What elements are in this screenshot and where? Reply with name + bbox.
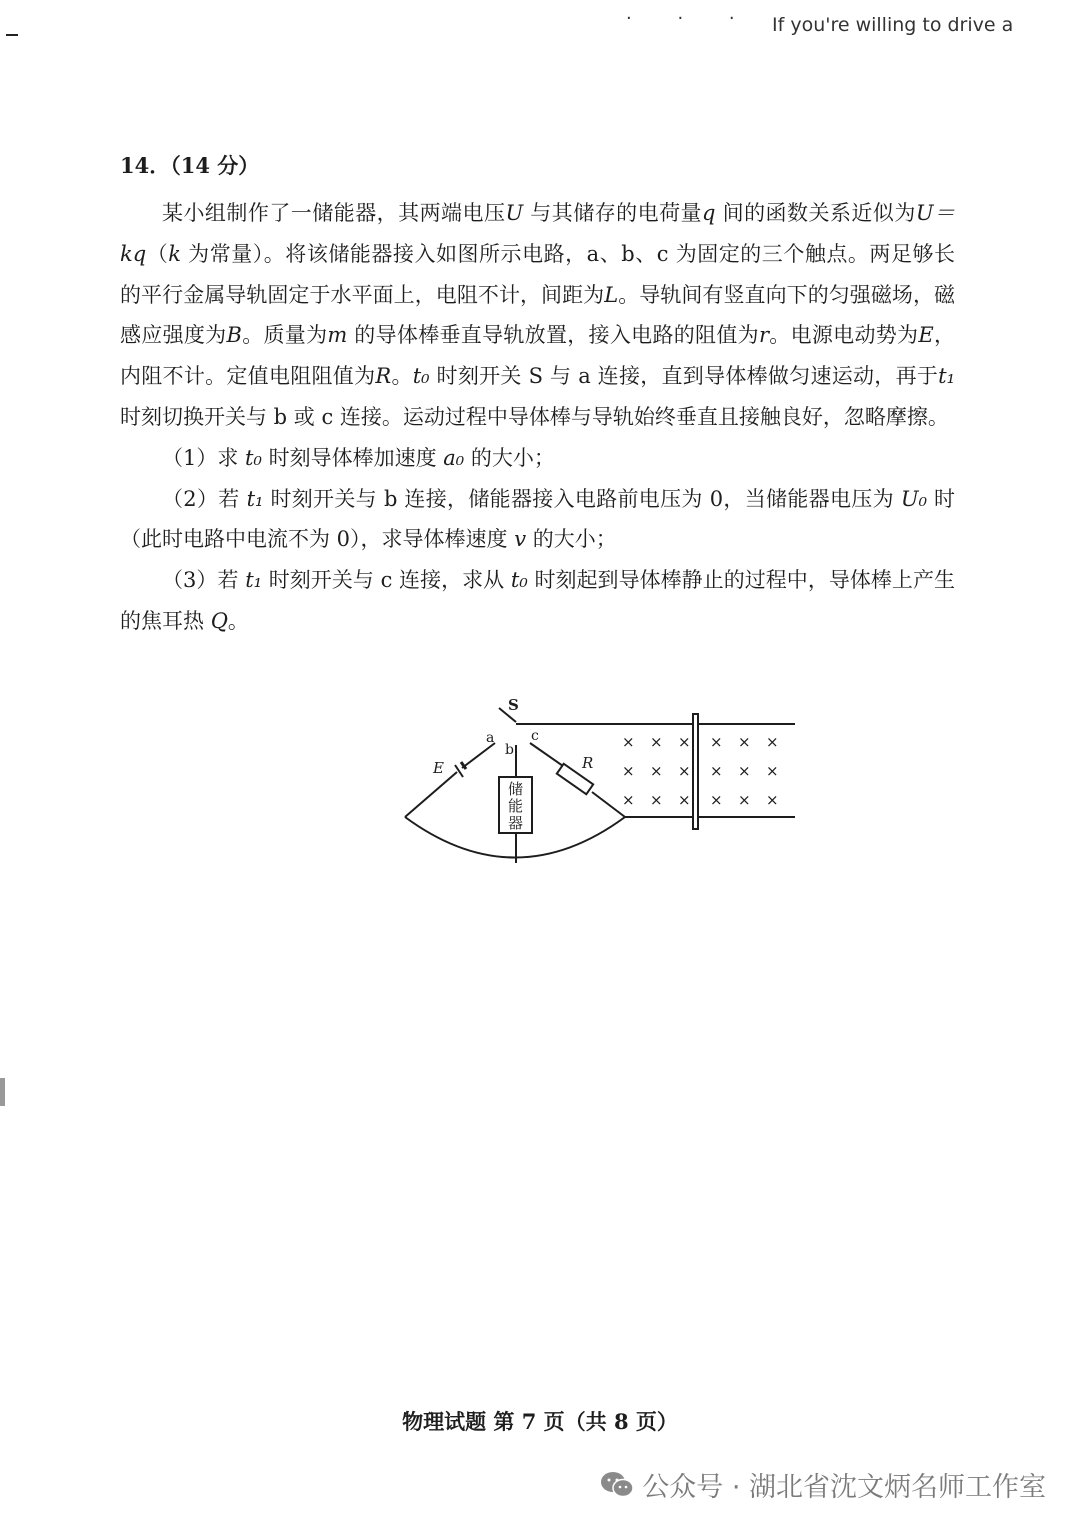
field-mark: × <box>678 733 691 751</box>
storage-label-1: 储 <box>508 780 524 798</box>
field-mark: × <box>766 791 779 809</box>
question-paragraph: 某小组制作了一储能器，其两端电压U 与其储存的电荷量q 间的函数关系近似为U＝kq（k 为常量）。将该储能器接入如图所示电路，a、b、c 为固定的三个触点。两足够长的平行金属导轨固定于水平面上，电阻不计，间距为L。导轨间有竖直向下的匀强磁场，磁感应强度为B。质量为m 的导体棒垂直导轨放置，接入电路的阻值为r。电源电动势为E，内阻不计。定值电阻阻值为R。t₀ 时刻开关 S 与 a 连接，直到导体棒做匀速运动，再于t₁ 时刻切换开关与 b 或 c 连接。运动过程中导体棒与导轨始终垂直且接触良好，忽略摩擦。 <box>120 201 956 429</box>
wire-a-to-battery <box>462 743 495 768</box>
field-mark: × <box>738 791 751 809</box>
wire-battery-to-left <box>405 772 457 817</box>
resistor-label: R <box>582 754 594 772</box>
wire-resistor-to-rail <box>592 792 625 817</box>
storage-label-3: 器 <box>508 814 524 832</box>
contact-b-label: b <box>505 742 514 758</box>
field-mark: × <box>710 791 723 809</box>
question-number: 14．（14 分） <box>120 153 260 178</box>
conductor-rod <box>693 714 698 829</box>
wechat-watermark <box>600 1465 1046 1504</box>
magnetic-field-marks <box>622 733 779 809</box>
header-dots: · · · <box>626 8 755 29</box>
subquestion-2: （2）若 t₁ 时刻开关与 b 连接，储能器接入电路前电压为 0，当储能器电压为 U₀ 时（此时电路中电流不为 0），求导体棒速度 v 的大小； <box>120 486 955 552</box>
field-mark: × <box>650 733 663 751</box>
field-mark: × <box>622 762 635 780</box>
question-body <box>120 193 955 642</box>
field-mark: × <box>678 762 691 780</box>
page-edge-mark <box>6 34 18 36</box>
field-mark: × <box>622 791 635 809</box>
battery-short-plate <box>461 762 466 769</box>
field-mark: × <box>738 762 751 780</box>
subquestion-3: （3）若 t₁ 时刻开关与 c 连接，求从 t₀ 时刻起到导体棒静止的过程中，导体棒上产生的焦耳热 Q。 <box>120 568 955 633</box>
field-mark: × <box>738 733 751 751</box>
field-mark: × <box>766 762 779 780</box>
field-mark: × <box>650 791 663 809</box>
contact-c-label: c <box>531 728 539 744</box>
page-footer: 物理试题 第 7 页（共 8 页） <box>402 1409 678 1434</box>
bleed-through-text: If you're willing to drive a <box>772 14 1014 36</box>
field-mark: × <box>766 733 779 751</box>
field-mark: × <box>650 762 663 780</box>
field-mark: × <box>622 733 635 751</box>
wechat-icon <box>600 1471 634 1499</box>
field-mark: × <box>710 762 723 780</box>
watermark-text: 公众号 · 湖北省沈文炳名师工作室 <box>642 1472 1046 1503</box>
circuit-diagram <box>395 693 805 873</box>
storage-label-2: 能 <box>508 797 524 815</box>
battery-long-plate <box>455 765 463 777</box>
field-mark: × <box>710 733 723 751</box>
subquestion-1: （1）求 t₀ 时刻导体棒加速度 a₀ 的大小； <box>162 445 555 470</box>
field-mark: × <box>678 791 691 809</box>
wire-c-to-resistor <box>530 743 563 766</box>
switch-label: S <box>508 696 519 714</box>
contact-a-label: a <box>486 730 495 746</box>
page-edge-shadow <box>0 1078 5 1106</box>
battery-label: E <box>433 759 444 777</box>
